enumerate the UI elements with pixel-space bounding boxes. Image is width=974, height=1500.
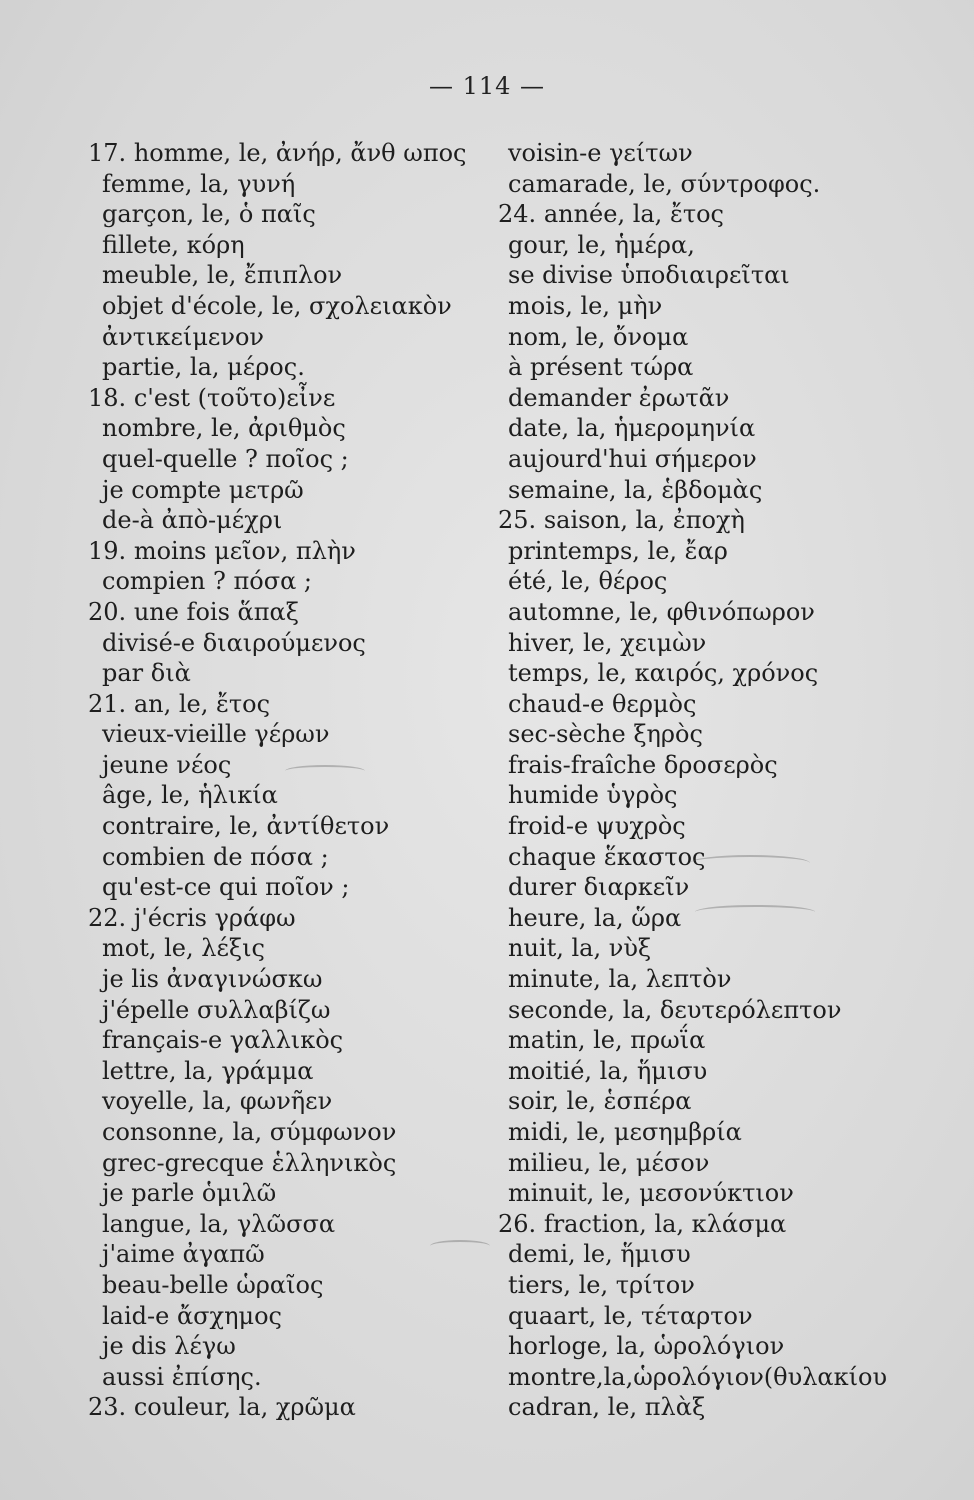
left-column-line xyxy=(88,230,488,261)
right-column-line xyxy=(498,964,968,995)
right-column-line xyxy=(498,444,968,475)
vocabulary-entry: à présent τώρα xyxy=(508,353,694,382)
left-column-line xyxy=(88,842,488,873)
right-column-line xyxy=(498,505,968,536)
vocabulary-entry: je parle ὁμιλῶ xyxy=(102,1179,277,1208)
right-column-line xyxy=(498,260,968,291)
left-column-line xyxy=(88,475,488,506)
vocabulary-entry: matin, le, πρωΐα xyxy=(508,1026,706,1055)
right-column-line xyxy=(498,1056,968,1087)
vocabulary-entry: homme, le, ἀνήρ, ἄνθ ωπος xyxy=(133,139,467,167)
section-number: 25. xyxy=(498,506,537,535)
right-column-line xyxy=(498,1148,968,1179)
left-column-line xyxy=(88,995,488,1026)
vocabulary-entry: humide ὑγρὸς xyxy=(508,781,678,810)
left-column-line xyxy=(88,1362,488,1393)
vocabulary-entry: moins μεῖον, πλὴν xyxy=(133,536,356,565)
vocabulary-entry: compien ? πόσα ; xyxy=(102,567,312,596)
left-column-line xyxy=(88,260,488,291)
vocabulary-entry: âge, le, ἡλικία xyxy=(102,781,278,810)
vocabulary-entry: chaque ἕκαστος xyxy=(508,842,706,871)
right-column-line xyxy=(498,1392,968,1423)
right-column-line xyxy=(498,780,968,811)
right-column-line xyxy=(498,1209,968,1240)
vocabulary-entry: froid-e ψυχρὸς xyxy=(508,812,686,841)
vocabulary-entry: grec-grecque ἑλληνικὸς xyxy=(102,1148,397,1177)
right-column-line xyxy=(498,1025,968,1056)
vocabulary-entry: midi, le, μεσημβρία xyxy=(508,1118,742,1146)
vocabulary-entry: mot, le, λέξις xyxy=(102,934,265,963)
vocabulary-entry: j'écris γράφω xyxy=(133,903,296,932)
vocabulary-entry: nuit, la, νὺξ xyxy=(508,934,652,963)
vocabulary-entry: laid-e ἄσχημος xyxy=(102,1301,282,1330)
vocabulary-entry: partie, la, μέρος. xyxy=(102,353,305,382)
vocabulary-entry: une fois ἅπαξ xyxy=(133,597,299,626)
right-column-line xyxy=(498,597,968,628)
vocabulary-entry: horloge, la, ὡρολόγιον xyxy=(508,1332,785,1361)
vocabulary-entry: jeune νέος xyxy=(102,750,232,779)
right-column-line xyxy=(498,169,968,200)
left-column-line xyxy=(88,536,488,567)
vocabulary-entry: voisin-e γείτων xyxy=(508,139,693,167)
vocabulary-entry: je dis λέγω xyxy=(102,1332,236,1361)
vocabulary-entry: j'aime ἀγαπῶ xyxy=(102,1240,265,1269)
vocabulary-entry: qu'est-ce qui ποῖον ; xyxy=(102,873,350,902)
vocabulary-entry: quel-quelle ? ποῖος ; xyxy=(102,444,349,473)
right-column-line xyxy=(498,811,968,842)
left-column-line xyxy=(88,1209,488,1240)
vocabulary-entry: saison, la, ἐποχὴ xyxy=(543,506,745,535)
section-number: 23. xyxy=(88,1393,127,1422)
vocabulary-entry: frais-fraîche δροσερὸς xyxy=(508,750,778,779)
vocabulary-entry: tiers, le, τρίτον xyxy=(508,1270,695,1299)
vocabulary-entry: j'épelle συλλαβίζω xyxy=(102,995,331,1024)
left-column-line xyxy=(88,291,488,322)
section-number: 18. xyxy=(88,383,127,412)
right-column-line xyxy=(498,322,968,353)
vocabulary-entry: ἀντικείμενον xyxy=(102,322,264,351)
vocabulary-entry: durer διαρκεῖν xyxy=(508,873,690,902)
vocabulary-entry: femme, la, γυνή xyxy=(102,169,296,198)
left-column-line xyxy=(88,658,488,689)
vocabulary-entry: nombre, le, ἀριθμὸς xyxy=(102,414,346,443)
vocabulary-entry: fraction, la, κλάσμα xyxy=(543,1209,787,1238)
left-column-line xyxy=(88,933,488,964)
left-column-line xyxy=(88,566,488,597)
right-column-line xyxy=(498,872,968,903)
vocabulary-entry: heure, la, ὥρα xyxy=(508,903,682,932)
vocabulary-entry: date, la, ἡμερομηνία xyxy=(508,414,756,443)
right-column-line xyxy=(498,689,968,720)
right-column-line xyxy=(498,933,968,964)
left-column-line xyxy=(88,1148,488,1179)
vocabulary-entry: an, le, ἔτος xyxy=(133,689,271,718)
vocabulary-entry: consonne, la, σύμφωνον xyxy=(102,1118,397,1146)
left-column-line xyxy=(88,1178,488,1209)
left-column-line xyxy=(88,1117,488,1148)
right-column-line xyxy=(498,903,968,934)
vocabulary-entry: aujourd'hui σήμερον xyxy=(508,444,757,473)
right-column-line xyxy=(498,1086,968,1117)
vocabulary-entry: objet d'école, le, σχολειακὸν xyxy=(102,291,452,320)
section-number: 22. xyxy=(88,903,127,932)
section-number: 21. xyxy=(88,689,127,718)
vocabulary-entry: divisé-e διαιρούμενος xyxy=(102,628,366,657)
section-number: 24. xyxy=(498,200,537,229)
vocabulary-entry: soir, le, ἑσπέρα xyxy=(508,1087,692,1116)
right-column-line xyxy=(498,628,968,659)
right-column-line xyxy=(498,842,968,873)
vocabulary-entry: printemps, le, ἔαρ xyxy=(508,536,728,565)
vocabulary-entry: lettre, la, γράμμα xyxy=(102,1056,314,1085)
vocabulary-entry: moitié, la, ἥμισυ xyxy=(508,1056,708,1085)
vocabulary-entry: quaart, le, τέταρτον xyxy=(508,1301,753,1330)
right-column-line xyxy=(498,413,968,444)
right-column-line xyxy=(498,719,968,750)
vocabulary-entry: sec-sèche ξηρὸς xyxy=(508,720,703,749)
left-column-line xyxy=(88,750,488,781)
section-number: 26. xyxy=(498,1209,537,1238)
vocabulary-entry: été, le, θέρος xyxy=(508,567,668,596)
left-column-line xyxy=(88,322,488,353)
right-column-line xyxy=(498,138,968,169)
left-column-line xyxy=(88,903,488,934)
right-column-line xyxy=(498,750,968,781)
section-number: 20. xyxy=(88,597,127,626)
vocabulary-entry: couleur, la, χρῶμα xyxy=(133,1393,356,1422)
left-column-line xyxy=(88,1239,488,1270)
vocabulary-entry: vieux-vieille γέρων xyxy=(102,720,330,749)
page-number: — 114 — xyxy=(428,72,546,100)
left-column-line xyxy=(88,1056,488,1087)
right-column-line xyxy=(498,536,968,567)
right-column-line xyxy=(498,1301,968,1332)
vocabulary-entry: voyelle, la, φωνῆεν xyxy=(102,1087,333,1116)
right-column-line xyxy=(498,291,968,322)
left-column-line xyxy=(88,505,488,536)
vocabulary-entry: montre,la,ὡρολόγιον(θυλακίου xyxy=(508,1362,888,1391)
right-column-line xyxy=(498,1239,968,1270)
vocabulary-entry: minuit, le, μεσονύκτιον xyxy=(508,1179,794,1208)
section-number: 19. xyxy=(88,536,127,565)
left-column-line xyxy=(88,597,488,628)
left-column-line xyxy=(88,169,488,200)
right-column-line xyxy=(498,1331,968,1362)
left-column-line xyxy=(88,1025,488,1056)
vocabulary-entry: c'est (τοῦτο)εἶνε xyxy=(133,383,336,412)
left-column-line xyxy=(88,628,488,659)
right-column-line xyxy=(498,230,968,261)
left-column-line xyxy=(88,811,488,842)
vocabulary-entry: hiver, le, χειμὼν xyxy=(508,628,707,657)
section-number: 17. xyxy=(88,139,127,167)
left-column-line xyxy=(88,199,488,230)
vocabulary-entry: demi, le, ἥμισυ xyxy=(508,1240,691,1269)
right-column-line xyxy=(498,352,968,383)
left-column-line xyxy=(88,444,488,475)
vocabulary-entry: je lis ἀναγινώσκω xyxy=(102,965,323,994)
vocabulary-entry: demander ἐρωτᾶν xyxy=(508,383,730,412)
left-column-line xyxy=(88,352,488,383)
left-column-line xyxy=(88,413,488,444)
left-column xyxy=(88,138,488,1423)
vocabulary-entry: aussi ἐπίσης. xyxy=(102,1362,262,1391)
vocabulary-entry: milieu, le, μέσον xyxy=(508,1148,710,1177)
vocabulary-entry: temps, le, καιρός, χρόνος xyxy=(508,659,819,688)
vocabulary-entry: cadran, le, πλὰξ xyxy=(508,1393,706,1422)
right-column-line xyxy=(498,1178,968,1209)
left-column-line xyxy=(88,780,488,811)
right-column xyxy=(498,138,968,1423)
vocabulary-entry: nom, le, ὄνομα xyxy=(508,322,689,351)
right-column-line xyxy=(498,1270,968,1301)
vocabulary-entry: mois, le, μὴν xyxy=(508,291,663,320)
vocabulary-entry: se divise ὑποδιαιρεῖται xyxy=(508,261,790,290)
right-column-line xyxy=(498,566,968,597)
left-column-line xyxy=(88,1301,488,1332)
left-column-line xyxy=(88,872,488,903)
vocabulary-entry: année, la, ἔτος xyxy=(543,200,724,229)
right-column-line xyxy=(498,199,968,230)
vocabulary-entry: je compte μετρῶ xyxy=(102,475,304,504)
left-column-line xyxy=(88,964,488,995)
vocabulary-entry: chaud-e θερμὸς xyxy=(508,689,697,718)
vocabulary-entry: gour, le, ἡμέρα, xyxy=(508,230,695,259)
vocabulary-entry: combien de πόσα ; xyxy=(102,842,329,871)
vocabulary-entry: fillete, κόρη xyxy=(102,230,245,259)
left-column-line xyxy=(88,1270,488,1301)
vocabulary-entry: français-e γαλλικὸς xyxy=(102,1026,344,1055)
vocabulary-entry: meuble, le, ἔπιπλον xyxy=(102,261,343,290)
left-column-line xyxy=(88,719,488,750)
left-column-line xyxy=(88,1392,488,1423)
left-column-line xyxy=(88,1331,488,1362)
left-column-line xyxy=(88,138,488,169)
right-column-line xyxy=(498,658,968,689)
vocabulary-entry: garçon, le, ὁ παῖς xyxy=(102,200,316,229)
vocabulary-entry: semaine, la, ἑβδομὰς xyxy=(508,475,763,504)
vocabulary-entry: par διὰ xyxy=(102,659,191,688)
vocabulary-entry: de-à ἀπὸ-μέχρι xyxy=(102,506,283,535)
vocabulary-entry: automne, le, φθινόπωρον xyxy=(508,597,815,626)
right-column-line xyxy=(498,383,968,414)
left-column-line xyxy=(88,689,488,720)
right-column-line xyxy=(498,1362,968,1393)
right-column-line xyxy=(498,1117,968,1148)
vocabulary-entry: minute, la, λεπτὸν xyxy=(508,965,732,994)
left-column-line xyxy=(88,1086,488,1117)
right-column-line xyxy=(498,475,968,506)
vocabulary-entry: langue, la, γλῶσσα xyxy=(102,1209,336,1238)
left-column-line xyxy=(88,383,488,414)
vocabulary-entry: beau-belle ὡραῖος xyxy=(102,1270,324,1299)
vocabulary-entry: camarade, le, σύντροφος. xyxy=(508,169,821,198)
vocabulary-entry: contraire, le, ἀντίθετον xyxy=(102,812,390,841)
right-column-line xyxy=(498,995,968,1026)
vocabulary-entry: seconde, la, δευτερόλεπτον xyxy=(508,995,842,1024)
